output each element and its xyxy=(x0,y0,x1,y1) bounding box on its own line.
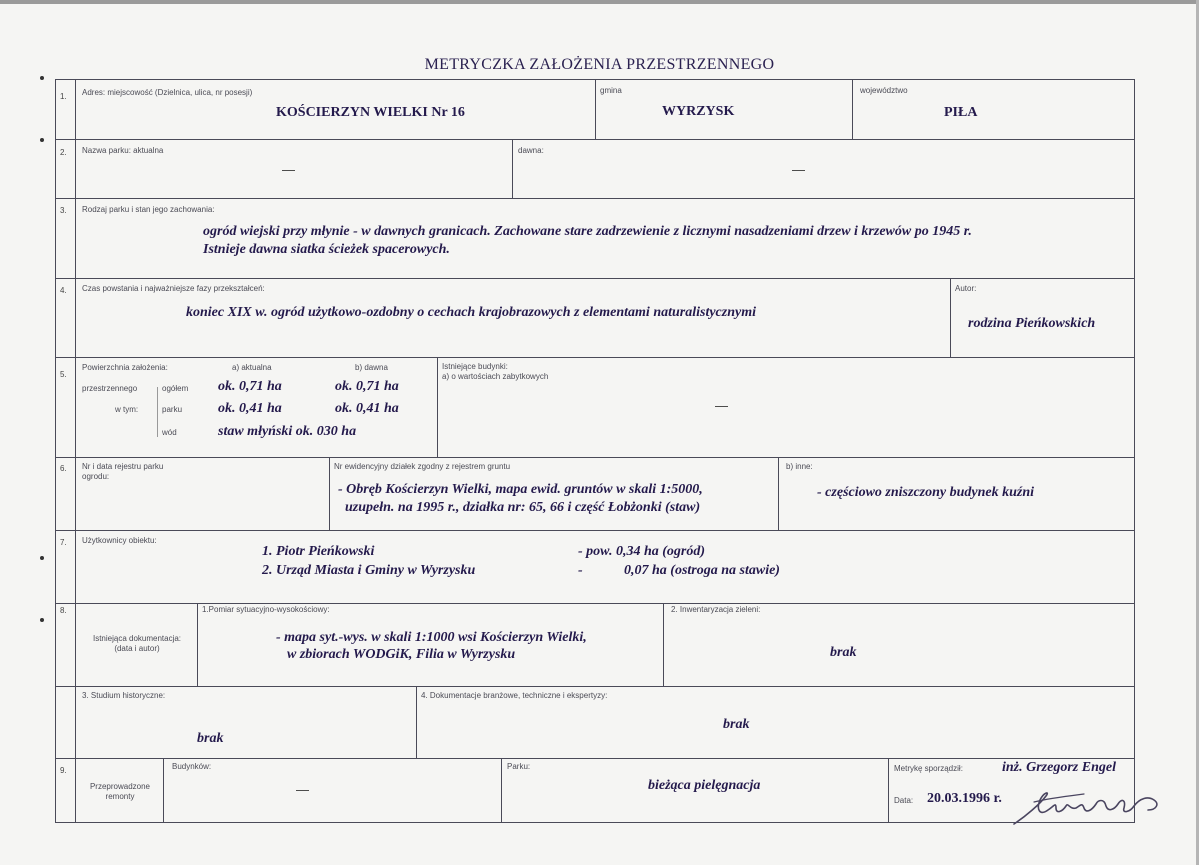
park-name-former-value: — xyxy=(792,162,805,177)
voivodeship-label: województwo xyxy=(860,86,908,95)
grid-line xyxy=(1134,79,1135,823)
row-number: 9. xyxy=(60,766,67,775)
grid-line xyxy=(75,79,76,823)
grid-line xyxy=(55,822,1135,823)
grid-line xyxy=(55,686,1135,687)
park-name-former-label: dawna: xyxy=(518,146,544,155)
grid-line xyxy=(512,139,513,198)
other-value: - częściowo zniszczony budynek kuźni xyxy=(817,485,1035,500)
grid-line xyxy=(852,79,853,139)
grid-line xyxy=(197,603,198,686)
survey-label: 1.Pomiar sytuacyjno-wysokościowy: xyxy=(202,605,330,614)
survey-line-2: w zbiorach WODGiK, Filia w Wyrzysku xyxy=(287,647,516,662)
grid-line xyxy=(55,603,1135,604)
including-label: w tym: xyxy=(115,405,139,414)
repairs-label-cont: remonty xyxy=(105,792,135,801)
address-value: KOŚCIERZYN WIELKI Nr 16 xyxy=(276,105,465,120)
repairs-label: Przeprowadzone xyxy=(89,782,151,791)
gmina-value: WYRZYSK xyxy=(662,104,735,119)
park-name-current-value: — xyxy=(282,162,295,177)
park-area-current: ok. 0,41 ha xyxy=(218,401,282,416)
bracket-line xyxy=(157,387,158,437)
branch-docs-label: 4. Dokumentacje branżowe, techniczne i ekspertyzy: xyxy=(421,691,608,700)
buildings-label: Istniejące budynki: xyxy=(442,362,508,371)
grid-line xyxy=(55,357,1135,358)
plots-label: Nr ewidencyjny działek zgodny z rejestrem gruntu xyxy=(334,462,511,471)
prepared-by-label: Metrykę sporządził: xyxy=(894,764,963,773)
plots-line-2: uzupełn. na 1995 r., działka nr: 65, 66 i część Łobżonki (staw) xyxy=(345,500,701,515)
area-former-col: b) dawna xyxy=(355,363,388,372)
buildings-sub-label: a) o wartościach zabytkowych xyxy=(442,372,549,381)
other-label: b) inne: xyxy=(786,462,813,471)
grid-line xyxy=(329,457,330,530)
grid-line xyxy=(778,457,779,530)
area-label: Powierzchnia założenia: xyxy=(82,363,168,372)
historical-study-value: brak xyxy=(197,731,224,746)
register-label-cont: ogrodu: xyxy=(82,472,110,481)
row-number: 5. xyxy=(60,370,67,379)
park-type-label: Rodzaj parku i stan jego zachowania: xyxy=(82,205,215,214)
grid-line xyxy=(950,278,951,357)
park-type-line-1: ogród wiejski przy młynie - w dawnych granicach. Zachowane stare zadrzewienie z licznymi nasadzeniami drzew i krzewów po 1945 r. xyxy=(203,224,972,239)
grid-line xyxy=(663,603,664,686)
user-2-name: 2. Urząd Miasta i Gminy w Wyrzysku xyxy=(262,563,476,578)
plots-line-1: - Obręb Kościerzyn Wielki, mapa ewid. gruntów w skali 1:5000, xyxy=(338,482,703,497)
grid-line xyxy=(55,530,1135,531)
form-title: METRYCZKA ZAŁOŻENIA PRZESTRZENNEGO xyxy=(424,56,775,73)
repairs-buildings-value: — xyxy=(296,782,309,797)
total-area-current: ok. 0,71 ha xyxy=(218,379,282,394)
survey-line-1: - mapa syt.-wys. w skali 1:1000 wsi Kościerzyn Wielki, xyxy=(276,630,587,645)
buildings-value: — xyxy=(715,398,728,413)
repairs-park-label: Parku: xyxy=(507,762,531,771)
history-phases-value: koniec XIX w. ogród użytkowo-ozdobny o cechach krajobrazowych z elementami naturalistycznymi xyxy=(186,305,757,320)
row-number: 2. xyxy=(60,148,67,157)
grid-line xyxy=(416,686,417,758)
user-1-area: - pow. 0,34 ha (ogród) xyxy=(578,544,706,559)
row-number: 3. xyxy=(60,206,67,215)
grid-line xyxy=(55,198,1135,199)
grid-line xyxy=(55,79,56,823)
user-2-area: 0,07 ha (ostroga na stawie) xyxy=(624,563,780,578)
repairs-park-value: bieżąca pielęgnacja xyxy=(648,778,761,793)
row-number: 1. xyxy=(60,92,67,101)
register-label: Nr i data rejestru parku xyxy=(82,462,164,471)
grid-line xyxy=(55,758,1135,759)
grid-line xyxy=(55,278,1135,279)
greenery-label: 2. Inwentaryzacja zieleni: xyxy=(671,605,761,614)
park-area-label: parku xyxy=(162,405,183,414)
spatial-label: przestrzennego xyxy=(82,384,138,393)
grid-line xyxy=(501,758,502,822)
grid-line xyxy=(888,758,889,822)
row-number: 8. xyxy=(60,606,67,615)
grid-line xyxy=(55,457,1135,458)
grid-line xyxy=(55,139,1135,140)
grid-line xyxy=(163,758,164,822)
address-label: Adres: miejscowość (Dzielnica, ulica, nr posesji) xyxy=(82,88,253,97)
row-number: 4. xyxy=(60,286,67,295)
handwritten-signature xyxy=(1010,780,1170,830)
author-label: Autor: xyxy=(955,284,977,293)
repairs-buildings-label: Budynków: xyxy=(172,762,212,771)
greenery-value: brak xyxy=(830,645,857,660)
historical-study-label: 3. Studium historyczne: xyxy=(82,691,166,700)
author-value: rodzina Pieńkowskich xyxy=(968,316,1096,331)
park-name-current-label: Nazwa parku: aktualna xyxy=(82,146,164,155)
total-area-former: ok. 0,71 ha xyxy=(335,379,399,394)
date-label: Data: xyxy=(894,796,914,805)
users-label: Użytkownicy obiektu: xyxy=(82,536,157,545)
date-value: 20.03.1996 r. xyxy=(927,791,1002,806)
user-2-dash: - xyxy=(578,563,583,578)
grid-line xyxy=(437,357,438,457)
voivodeship-value: PIŁA xyxy=(944,105,978,120)
water-area-value: staw młyński ok. 030 ha xyxy=(218,424,357,439)
park-area-former: ok. 0,41 ha xyxy=(335,401,399,416)
documentation-label: Istniejąca dokumentacja: xyxy=(92,634,182,643)
area-current-col: a) aktualna xyxy=(232,363,272,372)
user-1-name: 1. Piotr Pieńkowski xyxy=(262,544,375,559)
history-phases-label: Czas powstania i najważniejsze fazy przekształceń: xyxy=(82,284,265,293)
row-number: 6. xyxy=(60,464,67,473)
park-type-line-2: Istnieje dawna siatka ścieżek spacerowych. xyxy=(203,242,450,257)
grid-line xyxy=(595,79,596,139)
total-label: ogółem xyxy=(162,384,189,393)
prepared-by-value: inż. Grzegorz Engel xyxy=(1002,760,1116,775)
documentation-sub-label: (data i autor) xyxy=(114,644,160,653)
row-number: 7. xyxy=(60,538,67,547)
branch-docs-value: brak xyxy=(723,717,750,732)
gmina-label: gmina xyxy=(600,86,622,95)
water-area-label: wód xyxy=(162,428,177,437)
